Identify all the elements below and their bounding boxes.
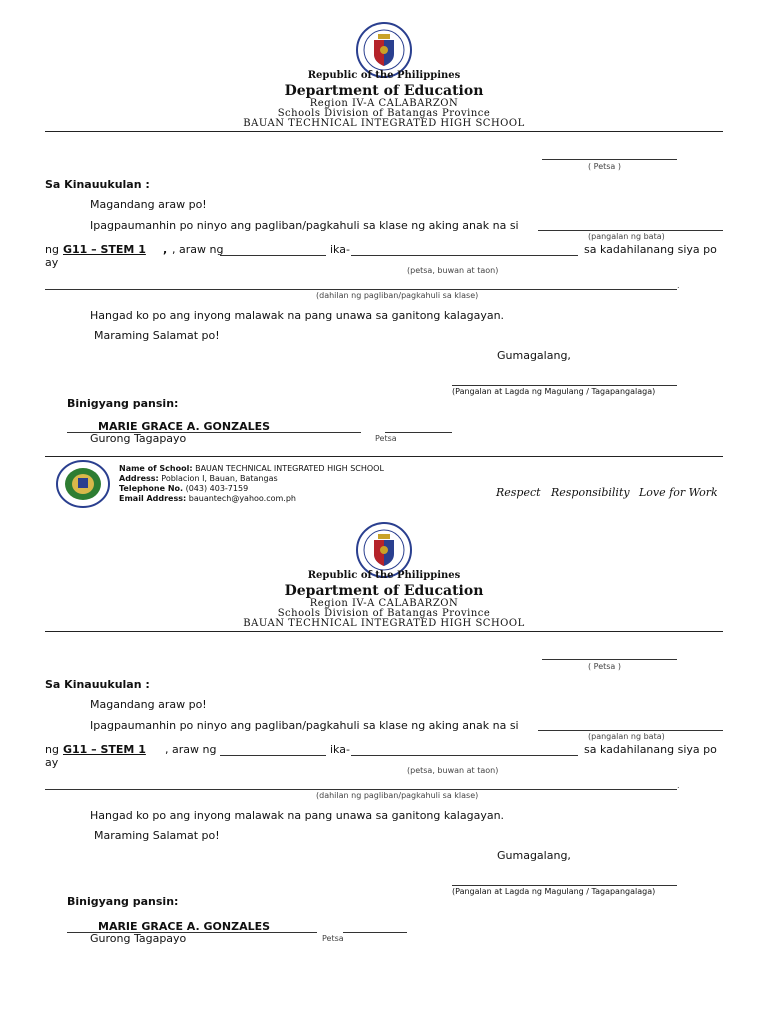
section-value: G11 – STEM 1 — [63, 743, 146, 756]
reason-text: sa kadahilanang siya po — [584, 743, 717, 756]
date-of-absence-line[interactable] — [351, 755, 578, 756]
reason-line[interactable] — [45, 289, 677, 290]
school-heading: BAUAN TECHNICAL INTEGRATED HIGH SCHOOL — [243, 618, 525, 629]
araw-ng-text: , araw ng — [165, 743, 217, 756]
footer-phone-line: Telephone No. (043) 403-7159 — [119, 484, 249, 493]
closing-text: Gumagalang, — [497, 849, 571, 862]
noted-label: Binigyang pansin: — [67, 895, 179, 908]
header-divider — [45, 131, 723, 132]
excuse-letter-form-2 — [0, 500, 768, 1000]
adviser-date-label: Petsa — [375, 434, 397, 443]
reason-caption: (dahilan ng pagliban/pagkahuli sa klase) — [316, 791, 479, 800]
region-heading: Region IV-A CALABARZON — [309, 598, 459, 609]
child-name-caption: (pangalan ng bata) — [588, 732, 665, 741]
school-heading: BAUAN TECHNICAL INTEGRATED HIGH SCHOOL — [243, 118, 525, 129]
ika-text: ika- — [330, 243, 350, 256]
request-text: Ipagpaumanhin po ninyo ang pagliban/pagkahuli sa klase ng aking anak na si — [90, 719, 519, 732]
header-divider — [45, 631, 723, 632]
child-name-caption: (pangalan ng bata) — [588, 232, 665, 241]
hope-text: Hangad ko po ang inyong malawak na pang unawa sa ganitong kalagayan. — [90, 309, 505, 322]
division-heading: Schools Division of Batangas Province — [277, 608, 491, 619]
thanks-text: Maraming Salamat po! — [94, 829, 220, 842]
adviser-date-line[interactable] — [385, 432, 452, 433]
date-caption: ( Petsa ) — [588, 162, 621, 171]
noted-label: Binigyang pansin: — [67, 397, 179, 410]
greeting: Magandang araw po! — [90, 198, 207, 211]
ay-word: ay — [45, 756, 59, 769]
motto-respect: Respect — [496, 486, 541, 499]
parent-caption: (Pangalan at Lagda ng Magulang / Tagapangalaga) — [452, 887, 656, 896]
adviser-name: MARIE GRACE A. GONZALES — [98, 420, 271, 433]
thanks-text: Maraming Salamat po! — [94, 329, 220, 342]
adviser-name: MARIE GRACE A. GONZALES — [98, 920, 271, 933]
greeting: Magandang araw po! — [90, 698, 207, 711]
reason-caption: (dahilan ng pagliban/pagkahuli sa klase) — [316, 291, 479, 300]
reason-line[interactable] — [45, 789, 677, 790]
department-heading: Department of Education — [284, 83, 484, 99]
adviser-date-line[interactable] — [343, 932, 407, 933]
republic-heading: Republic of the Philippines — [307, 70, 461, 81]
reason-period: . — [677, 781, 680, 790]
child-name-line[interactable] — [538, 730, 723, 731]
day-line[interactable] — [220, 755, 326, 756]
reason-text: sa kadahilanang siya po — [584, 243, 717, 256]
parent-signature-line[interactable] — [452, 385, 677, 386]
ng-word: ng — [45, 243, 59, 256]
date-caption: ( Petsa ) — [588, 662, 621, 671]
footer-email-line: Email Address: bauantech@yahoo.com.ph — [119, 494, 296, 503]
parent-caption: (Pangalan at Lagda ng Magulang / Tagapangalaga) — [452, 387, 656, 396]
adviser-role: Gurong Tagapayo — [90, 932, 187, 945]
footer-address-line: Address: Poblacion I, Bauan, Batangas — [119, 474, 278, 483]
section-comma: , — [163, 243, 168, 256]
date-caption-2: (petsa, buwan at taon) — [407, 766, 499, 775]
region-heading: Region IV-A CALABARZON — [309, 98, 459, 109]
footer-school-line: Name of School: BAUAN TECHNICAL INTEGRATED HIGH SCHOOL — [119, 464, 384, 473]
adviser-role: Gurong Tagapayo — [90, 432, 187, 445]
araw-ng-text: , araw ng — [172, 243, 224, 256]
republic-heading: Republic of the Philippines — [307, 570, 461, 581]
adviser-date-label: Petsa — [322, 934, 344, 943]
motto-responsibility: Responsibility — [551, 486, 630, 499]
section-value: G11 – STEM 1 — [63, 243, 146, 256]
motto-love-for-work: Love for Work — [639, 486, 718, 499]
closing-text: Gumagalang, — [497, 349, 571, 362]
reason-period: . — [677, 281, 680, 290]
division-heading: Schools Division of Batangas Province — [277, 108, 491, 119]
hope-text: Hangad ko po ang inyong malawak na pang unawa sa ganitong kalagayan. — [90, 809, 505, 822]
ng-word: ng — [45, 743, 59, 756]
department-heading: Department of Education — [284, 583, 484, 599]
excuse-letter-form-1 — [0, 0, 768, 503]
request-text: Ipagpaumanhin po ninyo ang pagliban/pagkahuli sa klase ng aking anak na si — [90, 219, 519, 232]
salutation: Sa Kinauukulan : — [45, 678, 150, 691]
parent-signature-line[interactable] — [452, 885, 677, 886]
date-of-absence-line[interactable] — [351, 255, 578, 256]
date-line[interactable] — [542, 159, 677, 160]
child-name-line[interactable] — [538, 230, 723, 231]
day-line[interactable] — [220, 255, 326, 256]
ika-text: ika- — [330, 743, 350, 756]
salutation: Sa Kinauukulan : — [45, 178, 150, 191]
date-caption-2: (petsa, buwan at taon) — [407, 266, 499, 275]
ay-word: ay — [45, 256, 59, 269]
date-line[interactable] — [542, 659, 677, 660]
